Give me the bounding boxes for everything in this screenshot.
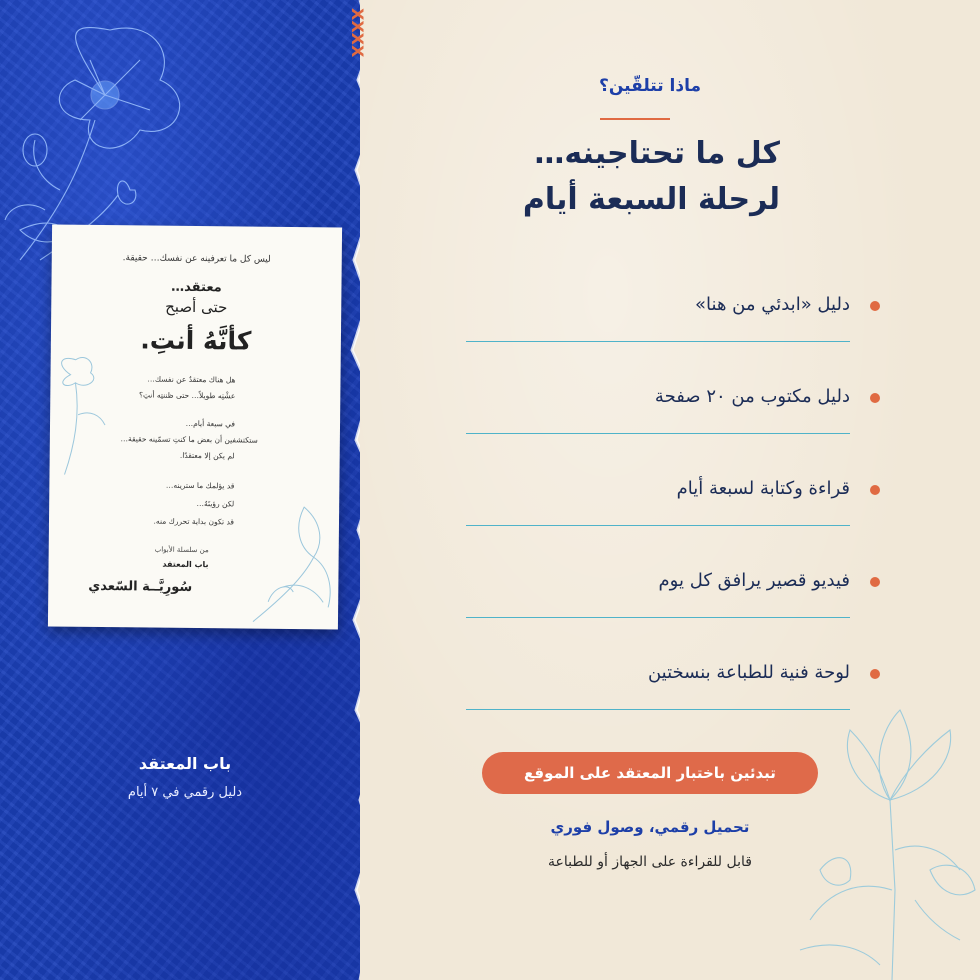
- divider: [466, 433, 850, 434]
- product-subtitle: دليل رقمي في ٧ أيام: [127, 785, 243, 800]
- main-heading-line2: لرحلة السبعة أيام: [522, 182, 780, 217]
- book-body-line: لكن رؤيتَهُ…: [196, 499, 235, 509]
- book-body-line: ستكتشفين أن بعض ما كنتِ تسمّينه حقيقة…: [120, 434, 258, 445]
- product-title: باب المعتقد: [138, 754, 232, 773]
- book-title-line2: حتى أصبح: [165, 297, 228, 317]
- book-title-line1: معتقد…: [171, 279, 222, 296]
- divider: [466, 525, 850, 526]
- book-title-line3: كأنَّهُ أنتِ.: [140, 325, 252, 356]
- book-flower-right: [243, 497, 339, 628]
- list-item: دليل مكتوب من ٢٠ صفحة: [654, 386, 850, 407]
- bullet-dot: [870, 393, 880, 403]
- start-test-button[interactable]: تبدئين باختبار المعتقد على الموقع: [482, 752, 818, 794]
- book-body-line: لم يكن إلا معتقدًا.: [179, 450, 235, 461]
- delivery-subtitle: قابل للقراءة على الجهاز أو للطباعة: [548, 854, 752, 870]
- book-body-line: عشْتِه طويلاً… حتى ظننتِه أنتِ؟: [138, 390, 236, 401]
- book-body-line: في سبعة أيام…: [185, 418, 236, 429]
- bullet-dot: [870, 577, 880, 587]
- book-flower-left: [49, 354, 120, 475]
- divider: [466, 709, 850, 710]
- bullet-dot: [870, 301, 880, 311]
- divider: [466, 617, 850, 618]
- book-cover: [48, 224, 342, 629]
- x-marks-decoration: XXXX: [348, 8, 367, 58]
- list-item: فيديو قصير يرافق كل يوم: [658, 570, 850, 591]
- book-series-name: باب المعتقد: [162, 559, 209, 570]
- list-item: دليل «ابدئي من هنا»: [695, 294, 850, 315]
- bullet-dot: [870, 485, 880, 495]
- book-body-line: قد تكون بداية تحررك منه.: [153, 516, 235, 527]
- book-author: سُورِيَّــة السّعدي: [88, 578, 193, 595]
- book-series-label: من سلسلة الأبواب: [154, 545, 209, 555]
- eyebrow-label: ماذا تتلقّين؟: [599, 76, 701, 96]
- divider: [466, 341, 850, 342]
- list-item: قراءة وكتابة لسبعة أيام: [676, 478, 850, 499]
- main-heading-line1: كل ما تحتاجينه…: [534, 136, 780, 171]
- book-body-line: قد يؤلمك ما سترينه…: [165, 480, 235, 491]
- book-body-line: هل هناك معتقدٌ عن نفسك…: [147, 374, 236, 385]
- list-item: لوحة فنية للطباعة بنسختين: [647, 662, 850, 683]
- bullet-dot: [870, 669, 880, 679]
- book-tagline: ليس كل ما تعرفينه عن نفسك… حقيقة.: [122, 253, 271, 265]
- delivery-title: تحميل رقمي، وصول فوري: [550, 818, 750, 836]
- eyebrow-underline: [600, 118, 670, 120]
